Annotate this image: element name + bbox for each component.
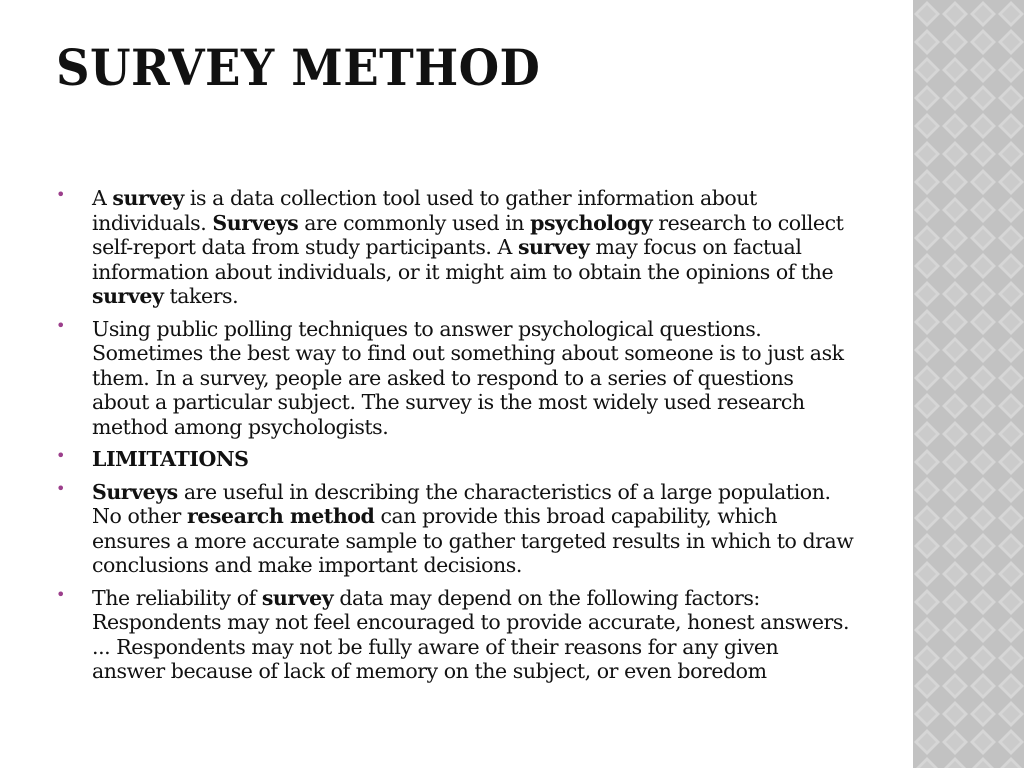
bullet-item <box>56 186 856 309</box>
decorative-side-pattern <box>913 0 1024 768</box>
bullet-text: are useful in describing the characteristics of a large population. No other <box>92 479 831 528</box>
bullet-marker: • <box>56 446 65 465</box>
bullet-text: Using public polling techniques to answer psychological questions. Sometimes the best way to find out something about someone is to just ask them. In a survey, people are asked to respond to a series of questions about a particular subject. The survey is the most widely used research method among psychologists. <box>92 316 844 439</box>
bullet-text-bold: Surveys <box>92 479 178 504</box>
bullet-text: may focus on factual information about individuals, or it might aim to obtain the opinions of the <box>92 235 834 284</box>
bullet-item <box>56 586 856 684</box>
bullet-text: research to collect self-report data from study participants. A <box>92 210 844 259</box>
bullet-text: is a data collection tool used to gather information about individuals. <box>92 186 757 235</box>
bullet-text: are commonly used in <box>298 210 531 235</box>
bullet-text-bold: survey <box>92 284 164 308</box>
bullet-text-bold: research method <box>186 504 375 528</box>
bullet-text-bold: survey <box>261 585 334 610</box>
bullet-text-bold: psychology <box>530 210 653 235</box>
bullet-item <box>56 480 856 578</box>
bullet-list <box>56 186 856 692</box>
slide-title: SURVEY METHOD <box>56 38 541 97</box>
bullet-text: takers. <box>163 284 239 308</box>
bullet-text: The reliability of <box>92 585 262 610</box>
bullet-text-bold: survey <box>517 235 590 259</box>
bullet-marker: • <box>56 185 65 204</box>
bullet-marker: • <box>56 584 65 604</box>
bullet-text-bold: survey <box>112 186 184 210</box>
bullet-text: can provide this broad capability, which ensures a more accurate sample to gather targeted results in which to draw conclusions and make important decisions. <box>92 504 854 577</box>
bullet-item <box>56 317 856 440</box>
bullet-text: A <box>92 186 113 210</box>
bullet-text-bold: Surveys <box>212 210 299 235</box>
bullet-marker: • <box>56 315 65 335</box>
bullet-text: data may depend on the following factors: Respondents may not feel encouraged to provide accurate, honest answers. ... Respondents may not be fully aware of their reasons for any given answer because of lack of memory on the subject, or even boredom <box>92 585 850 683</box>
bullet-marker: • <box>56 478 65 498</box>
bullet-text-bold: LIMITATIONS <box>92 447 249 471</box>
bullet-item <box>56 447 856 472</box>
